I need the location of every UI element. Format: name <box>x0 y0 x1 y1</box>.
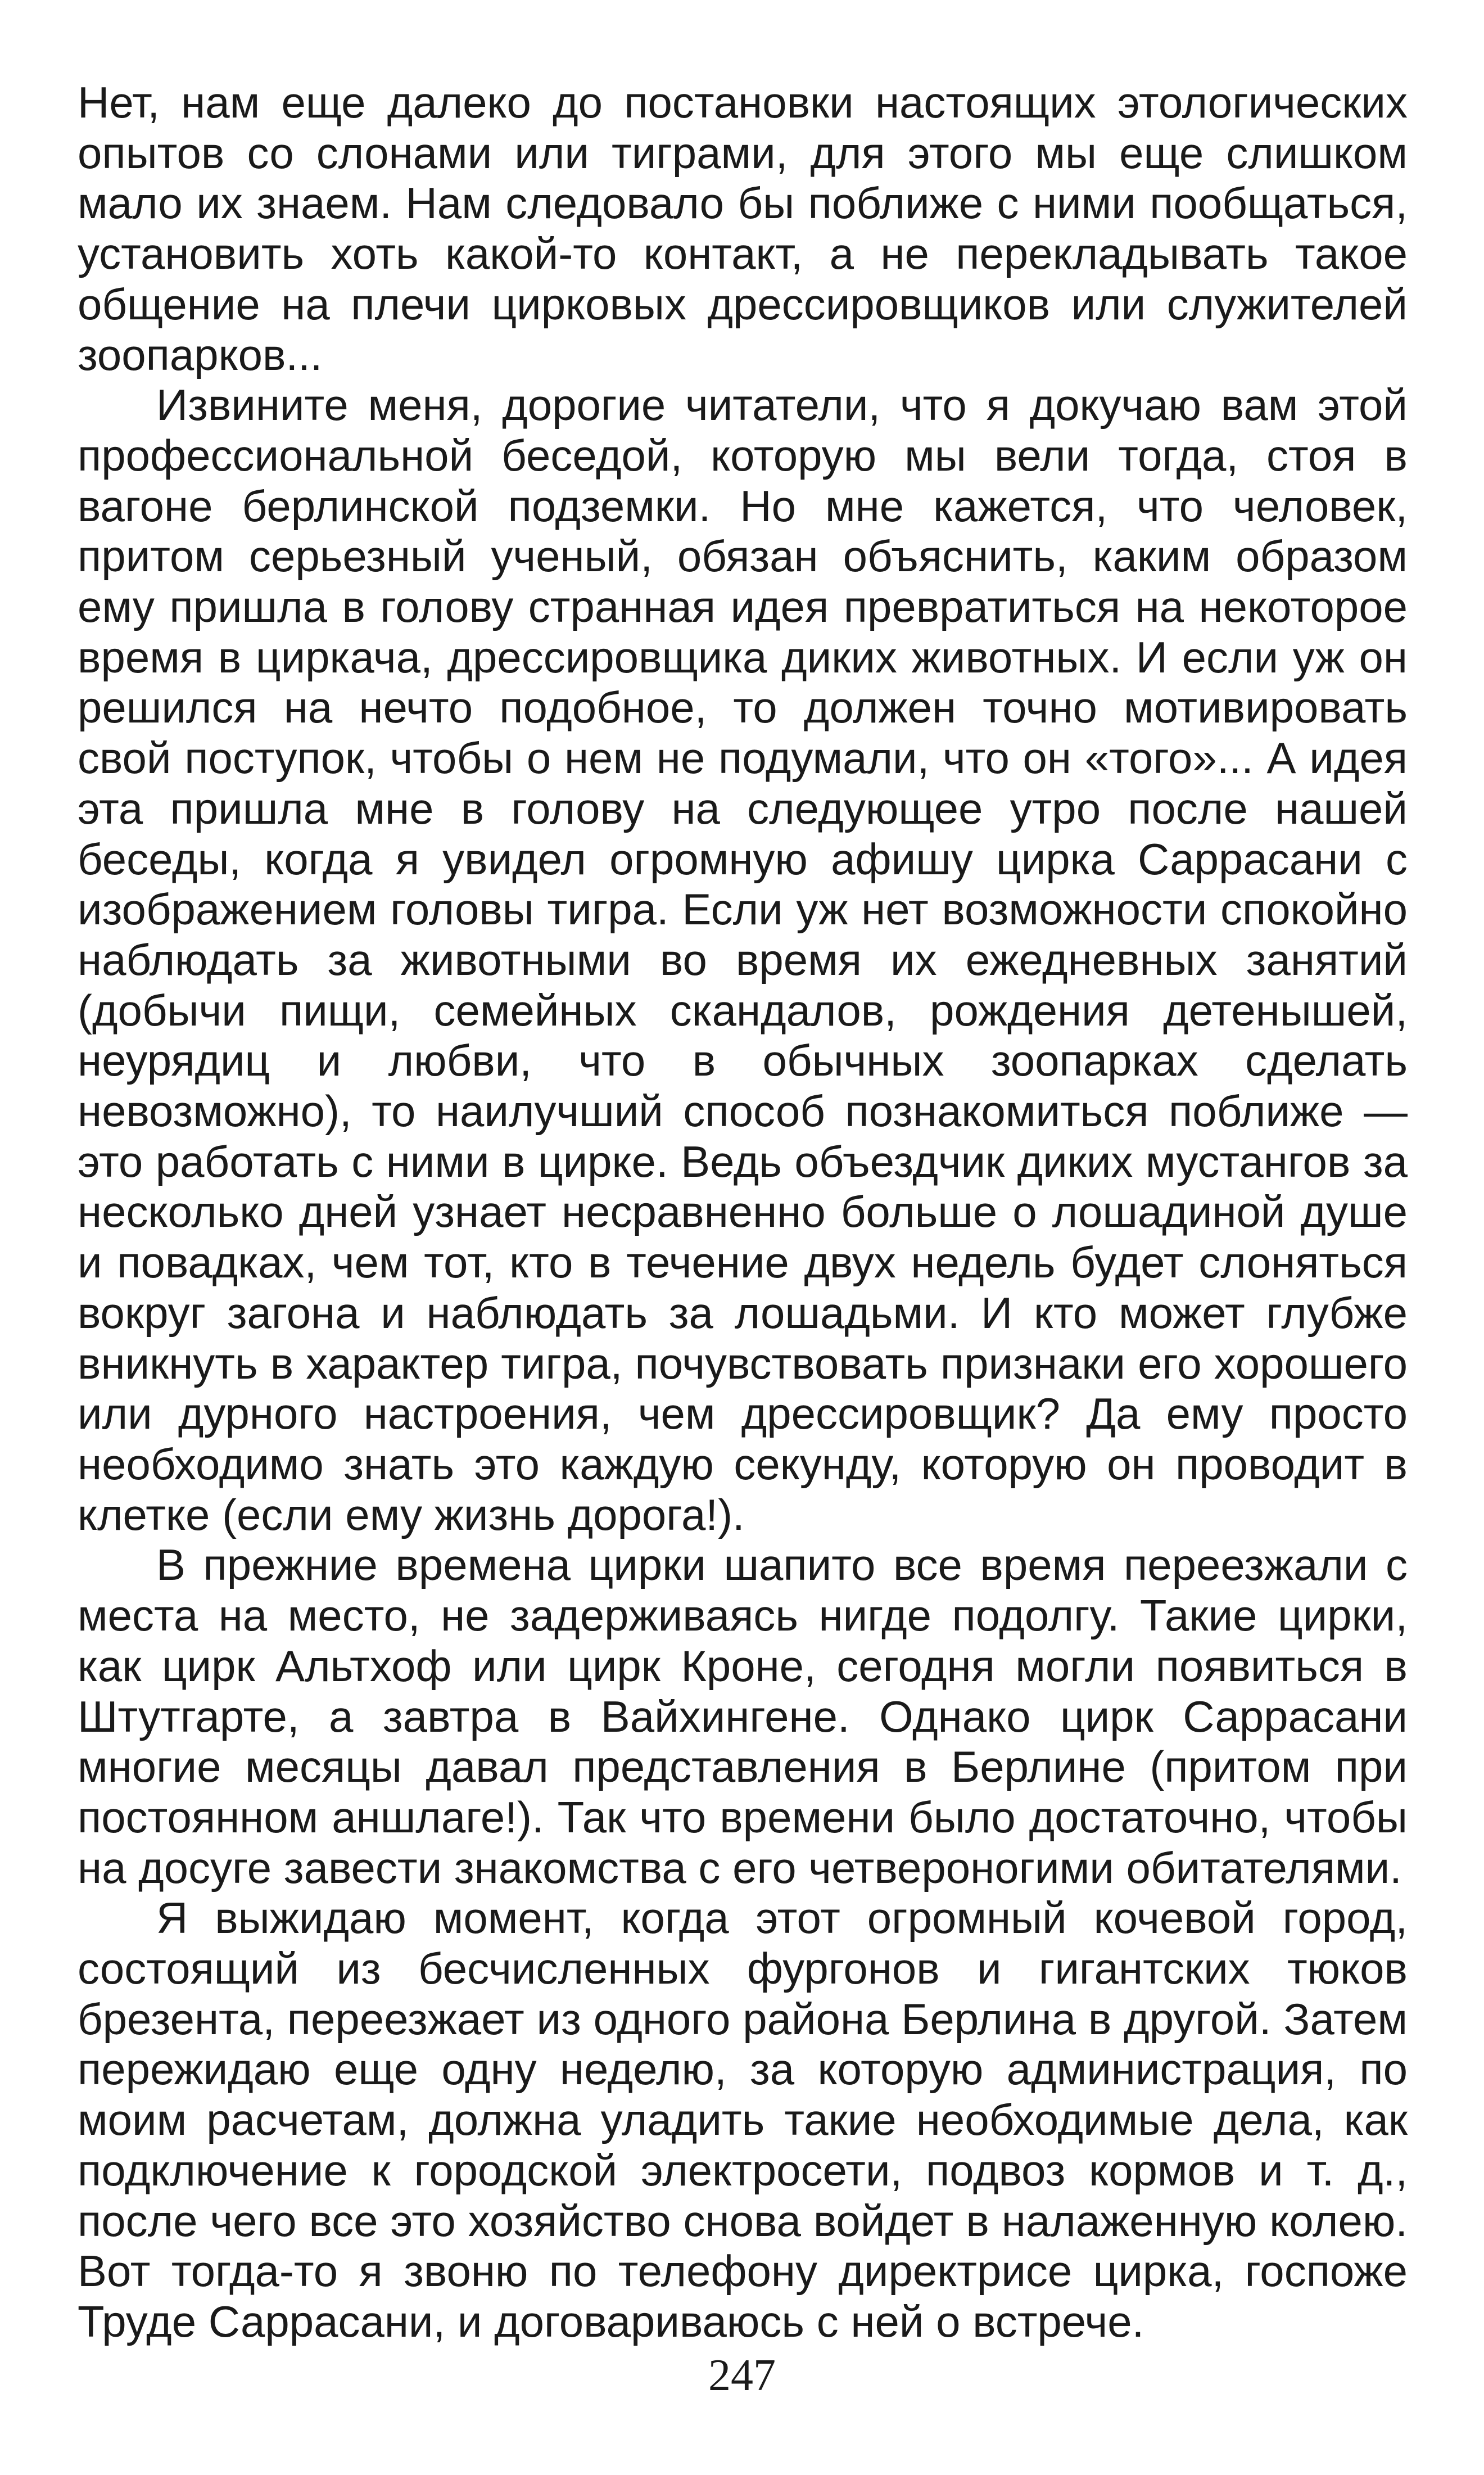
paragraph-1: Нет, нам еще далеко до постановки настоящих этологических опытов со слонами или тиграми, для этого мы еще слишком мало их знаем. Нам следовало бы поближе с ними пообщаться, установить хоть какой-то контакт, а не перекладывать такое общение на плечи цирковых дрессировщиков или служителей зоопарков... <box>78 78 1408 380</box>
page-number: 247 <box>708 2351 776 2400</box>
paragraph-4: Я выжидаю момент, когда этот огромный кочевой город, состоящий из бесчисленных фургонов и гигантских тюков брезента, переезжает из одного района Берлина в другой. Затем пережидаю еще одну неделю, за которую администрация, по моим расчетам, должна уладить такие необходимые дела, как подключение к городской электросети, подвоз кормов и т. д., после чего все это хозяйство снова войдет в налаженную колею. Вот тогда-то я звоню по телефону директрисе цирка, госпоже Труде Саррасани, и договариваюсь с ней о встрече. <box>78 1893 1408 2346</box>
paragraph-3: В прежние времена цирки шапито все время переезжали с места на место, не задерживаясь нигде подолгу. Такие цирки, как цирк Альтхоф или цирк Кроне, сегодня могли появиться в Штутгарте, а завтра в Вайхингене. Однако цирк Саррасани многие месяцы давал представления в Берлине (притом при постоянном аншлаге!). Так что времени было достаточно, чтобы на досуге завести знакомства с его четвероногими обитателями. <box>78 1540 1408 1893</box>
body-text <box>78 78 1408 2347</box>
paragraph-2: Извините меня, дорогие читатели, что я докучаю вам этой профессиональной беседой, которую мы вели тогда, стоя в вагоне берлинской подземки. Но мне кажется, что человек, притом серьезный ученый, обязан объяснить, каким образом ему пришла в голову странная идея превратиться на некоторое время в циркача, дрессировщика диких животных. И если уж он решился на нечто подобное, то должен точно мотивировать свой поступок, чтобы о нем не подумали, что он «того»... А идея эта пришла мне в голову на следующее утро после нашей беседы, когда я увидел огромную афишу цирка Саррасани с изображением головы тигра. Если уж нет возможности спокойно наблюдать за животными во время их ежедневных занятий (добычи пищи, семейных скандалов, рождения детенышей, неурядиц и любви, что в обычных зоопарках сделать невозможно), то наилучший способ познакомиться поближе — это работать с ними в цирке. Ведь объездчик диких мустангов за несколько дней узнает несравненно больше о лошадиной душе и повадках, чем тот, кто в течение двух недель будет слоняться вокруг загона и наблюдать за лошадьми. И кто может глубже вникнуть в характер тигра, почувствовать признаки его хорошего или дурного настроения, чем дрессировщик? Да ему просто необходимо знать это каждую секунду, которую он проводит в клетке (если ему жизнь дорога!). <box>78 380 1408 1539</box>
